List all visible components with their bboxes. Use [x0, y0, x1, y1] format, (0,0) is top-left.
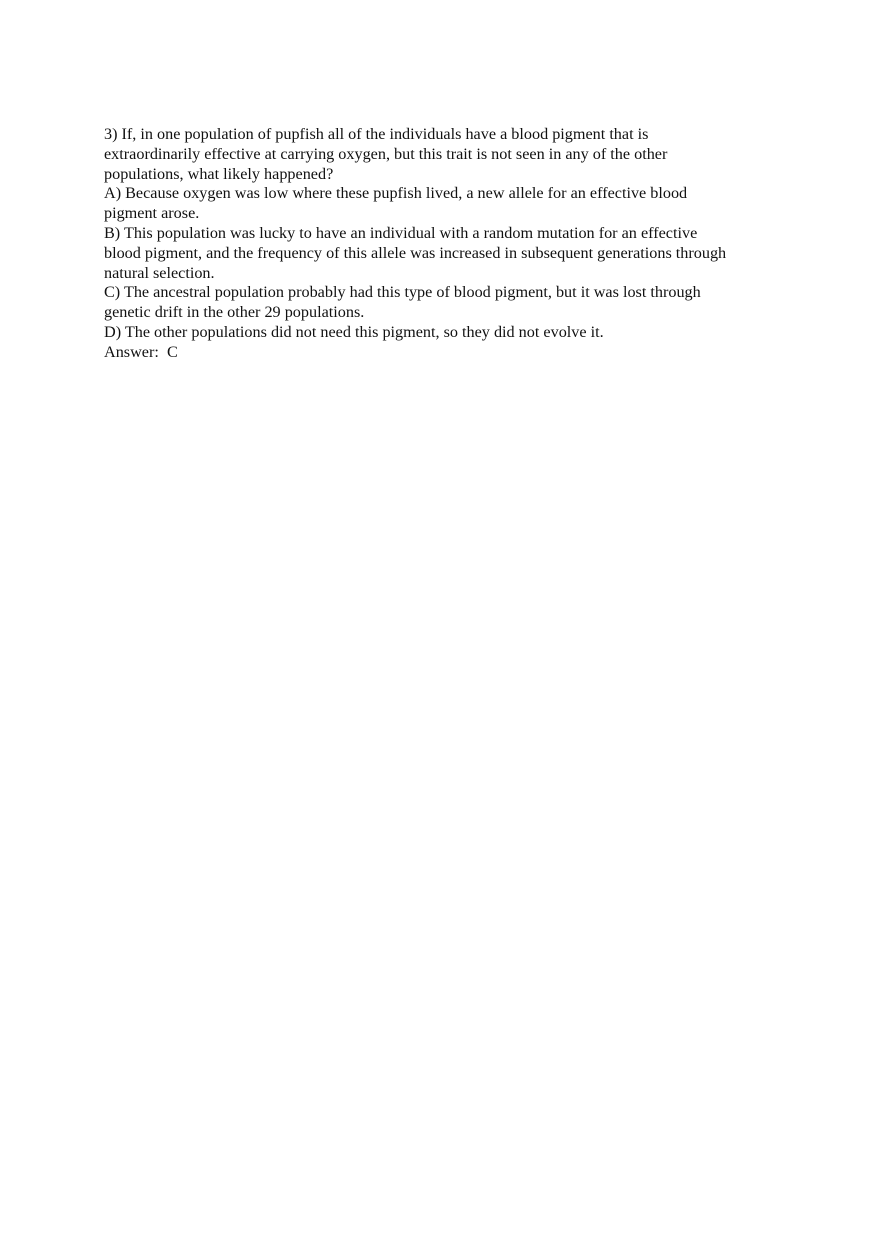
question-stem	[104, 125, 784, 184]
question-stem-line: 3) If, in one population of pupfish all of the individuals have a blood pigment that is	[104, 125, 649, 143]
option-b-line: natural selection.	[104, 263, 215, 282]
question-stem-line: extraordinarily effective at carrying oxygen, but this trait is not seen in any of the other	[104, 144, 668, 163]
option-c	[104, 283, 784, 323]
answer-line: Answer: C	[104, 342, 178, 361]
option-a-line: A) Because oxygen was low where these pupfish lived, a new allele for an effective blood	[104, 184, 688, 203]
option-d	[104, 323, 784, 343]
option-b-line: B) This population was lucky to have an individual with a random mutation for an effective	[104, 223, 698, 242]
question-block	[104, 125, 784, 363]
option-b-line: blood pigment, and the frequency of this allele was increased in subsequent generations through	[104, 243, 727, 262]
option-a-line: pigment arose.	[104, 204, 200, 223]
option-a	[104, 184, 784, 224]
option-b	[104, 224, 784, 283]
option-c-line: genetic drift in the other 29 populations.	[104, 303, 365, 322]
question-stem-line: populations, what likely happened?	[104, 164, 334, 183]
option-d-line: D) The other populations did not need this pigment, so they did not evolve it.	[104, 322, 604, 341]
option-c-line: C) The ancestral population probably had this type of blood pigment, but it was lost through	[104, 283, 701, 302]
